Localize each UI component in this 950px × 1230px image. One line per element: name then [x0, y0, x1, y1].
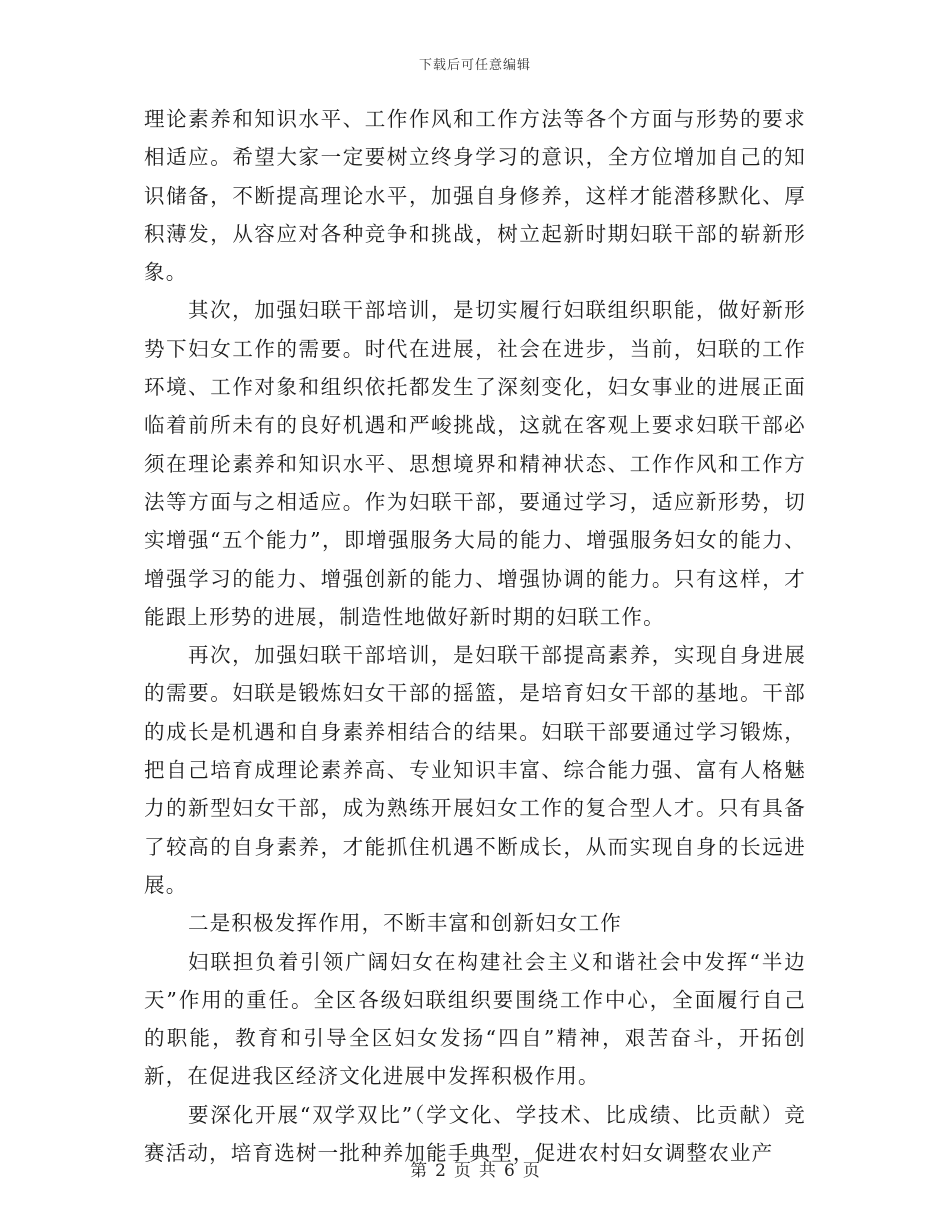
- page-footer: [0, 1156, 950, 1181]
- page-label-ye-2: 页: [522, 1161, 540, 1181]
- page-header: 下载后可任意编辑: [418, 58, 531, 73]
- page-label-ye: 页: [454, 1161, 471, 1181]
- section-heading: 二是积极发挥作用，不断丰富和创新妇女工作: [188, 911, 622, 936]
- page-label-di: 第: [410, 1161, 428, 1181]
- paragraph-3: 再次，加强妇联干部培训，是妇联干部提高素养，实现自身进展的需要。妇联是锻炼妇女干部的摇篮，是培育妇女干部的基地。干部的成长是机遇和自身素养相结合的结果。妇联干部要通过学习锻炼，把自己培育成理论素养高、专业知识丰富、综合能力强、富有人格魅力的新型妇女干部，成为熟练开展妇女工作的复合型人才。只有具备了较高的自身素养，才能抓住机遇不断成长，从而实现自身的长远进展。: [144, 643, 806, 897]
- page-current-number: 2: [435, 1161, 446, 1181]
- document-body: [144, 100, 806, 1172]
- paragraph-1: 理论素养和知识水平、工作作风和工作方法等各个方面与形势的要求相适应。希望大家一定要树立终身学习的意识，全方位增加自己的知识储备，不断提高理论水平，加强自身修养，这样才能潜移默化、厚积薄发，从容应对各种竞争和挑战，树立起新时期妇联干部的崭新形象。: [144, 107, 806, 285]
- page-total-number: 6: [504, 1161, 515, 1181]
- paragraph-4: 妇联担负着引领广阔妇女在构建社会主义和谐社会中发挥“半边天”作用的重任。全区各级妇联组织要围绕工作中心，全面履行自己的职能，教育和引导全区妇女发扬“四自”精神，艰苦奋斗，开拓创新，在促进我区经济文化进展中发挥积极作用。: [144, 949, 806, 1089]
- paragraph-2: 其次，加强妇联干部培训，是切实履行妇联组织职能，做好新形势下妇女工作的需要。时代在进展，社会在进步，当前，妇联的工作环境、工作对象和组织依托都发生了深刻变化，妇女事业的进展正面临着前所未有的良好机遇和严峻挑战，这就在客观上要求妇联干部必须在理论素养和知识水平、思想境界和精神状态、工作作风和工作方法等方面与之相适应。作为妇联干部，要通过学习，适应新形势，切实增强“五个能力”，即增强服务大局的能力、增强服务妇女的能力、增强学习的能力、增强创新的能力、增强协调的能力。只有这样，才能跟上形势的进展，制造性地做好新时期的妇联工作。: [144, 298, 806, 629]
- paragraph-5: 要深化开展“双学双比”（学文化、学技术、比成绩、比贡献）竞赛活动，培育选树一批种养加能手典型，促进农村妇女调整农业产: [144, 1102, 806, 1166]
- page-label-gong: 共: [479, 1161, 496, 1181]
